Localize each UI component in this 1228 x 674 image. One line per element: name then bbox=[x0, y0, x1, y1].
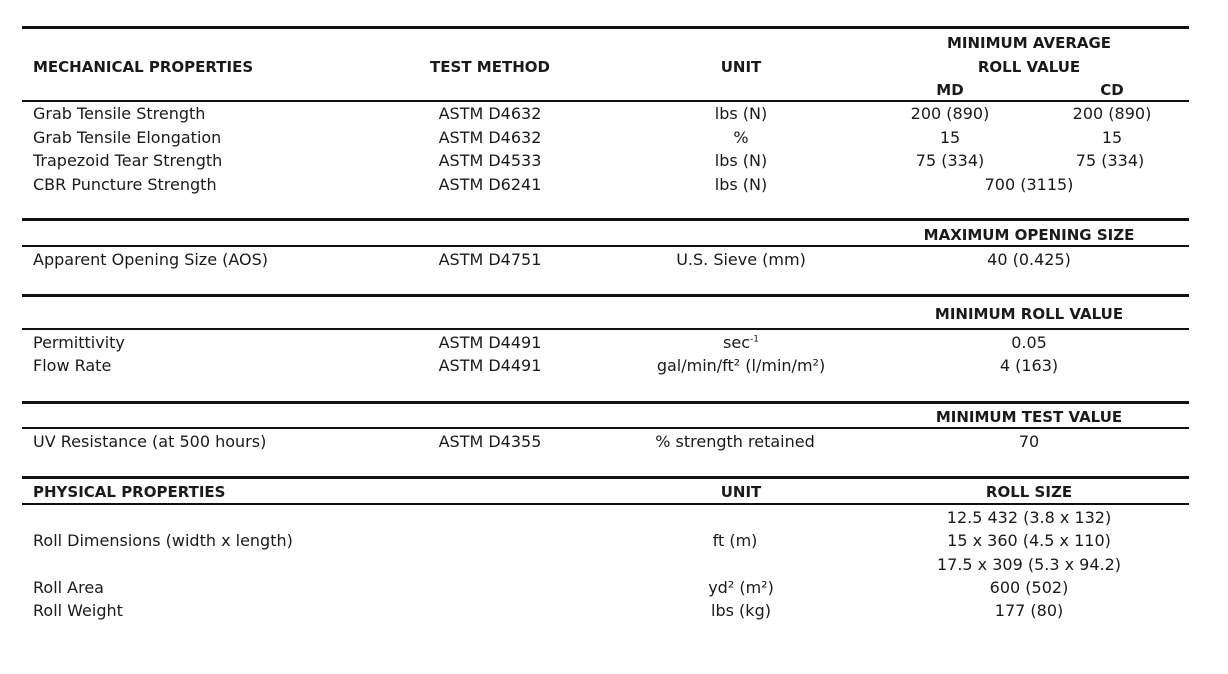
header-rule bbox=[22, 245, 1189, 247]
property-name: UV Resistance (at 500 hours) bbox=[33, 432, 267, 451]
unit: yd² (m²) bbox=[708, 578, 774, 597]
header-unit: UNIT bbox=[720, 483, 762, 501]
unit: lbs (N) bbox=[714, 151, 768, 170]
roll-weight-value: 177 (80) bbox=[994, 601, 1064, 620]
property-name: Permittivity bbox=[33, 333, 125, 352]
property-name: Flow Rate bbox=[33, 356, 112, 375]
unit: % bbox=[733, 128, 749, 147]
test-value: 70 bbox=[1018, 432, 1040, 451]
header-physical-properties: PHYSICAL PROPERTIES bbox=[33, 483, 226, 501]
cd-value: 15 bbox=[1101, 128, 1123, 147]
property-name: Roll Area bbox=[33, 578, 104, 597]
unit: lbs (N) bbox=[714, 175, 768, 194]
section-rule bbox=[22, 294, 1189, 297]
header-maximum-opening-size: MAXIMUM OPENING SIZE bbox=[923, 226, 1135, 244]
opening-size-value: 40 (0.425) bbox=[987, 250, 1071, 269]
test-method: ASTM D4632 bbox=[438, 128, 542, 147]
roll-dimension-value: 12.5 432 (3.8 x 132) bbox=[946, 508, 1112, 527]
header-rule bbox=[22, 328, 1189, 330]
header-mechanical-properties: MECHANICAL PROPERTIES bbox=[33, 58, 254, 76]
section-rule bbox=[22, 218, 1189, 221]
md-value: 200 (890) bbox=[910, 104, 990, 123]
top-rule bbox=[22, 26, 1189, 29]
test-method: ASTM D4751 bbox=[438, 250, 542, 269]
header-rule bbox=[22, 100, 1189, 102]
unit: lbs (N) bbox=[714, 104, 768, 123]
property-name: Roll Weight bbox=[33, 601, 123, 620]
roll-area-value: 600 (502) bbox=[989, 578, 1069, 597]
unit: U.S. Sieve (mm) bbox=[676, 250, 806, 269]
header-minimum-roll-value: MINIMUM ROLL VALUE bbox=[934, 305, 1124, 323]
unit: lbs (kg) bbox=[711, 601, 771, 620]
unit: % strength retained bbox=[655, 432, 815, 451]
property-name: Apparent Opening Size (AOS) bbox=[33, 250, 269, 269]
section-rule bbox=[22, 476, 1189, 479]
section-rule bbox=[22, 401, 1189, 404]
unit: ft (m) bbox=[712, 531, 758, 550]
md-value: 15 bbox=[939, 128, 961, 147]
header-test-method: TEST METHOD bbox=[430, 58, 550, 76]
header-md: MD bbox=[936, 81, 964, 99]
test-method: ASTM D4355 bbox=[438, 432, 542, 451]
unit: $\sec^{-1}$ bbox=[723, 333, 759, 352]
header-unit: UNIT bbox=[720, 58, 762, 76]
header-rule bbox=[22, 427, 1189, 429]
property-name: Grab Tensile Strength bbox=[33, 104, 206, 123]
property-name: Trapezoid Tear Strength bbox=[33, 151, 223, 170]
header-min-average-line1: MINIMUM AVERAGE bbox=[946, 34, 1112, 52]
property-name: Grab Tensile Elongation bbox=[33, 128, 222, 147]
roll-dimension-value: 15 x 360 (4.5 x 110) bbox=[947, 531, 1111, 550]
header-rule bbox=[22, 503, 1189, 505]
test-method: ASTM D6241 bbox=[438, 175, 542, 194]
header-roll-size: ROLL SIZE bbox=[985, 483, 1073, 501]
roll-value: 700 (3115) bbox=[984, 175, 1074, 194]
roll-value: 4 (163) bbox=[999, 356, 1059, 375]
unit: gal/min/ft² (l/min/m²) bbox=[656, 356, 826, 375]
property-name: Roll Dimensions (width x length) bbox=[33, 531, 293, 550]
header-min-average-line2: ROLL VALUE bbox=[977, 58, 1081, 76]
header-minimum-test-value: MINIMUM TEST VALUE bbox=[935, 408, 1123, 426]
property-name: CBR Puncture Strength bbox=[33, 175, 217, 194]
cd-value: 75 (334) bbox=[1075, 151, 1145, 170]
roll-value: 0.05 bbox=[1011, 333, 1047, 352]
test-method: ASTM D4491 bbox=[438, 333, 542, 352]
roll-dimension-value: 17.5 x 309 (5.3 x 94.2) bbox=[936, 555, 1122, 574]
header-cd: CD bbox=[1100, 81, 1124, 99]
test-method: ASTM D4533 bbox=[438, 151, 542, 170]
cd-value: 200 (890) bbox=[1072, 104, 1152, 123]
md-value: 75 (334) bbox=[915, 151, 985, 170]
test-method: ASTM D4491 bbox=[438, 356, 542, 375]
test-method: ASTM D4632 bbox=[438, 104, 542, 123]
